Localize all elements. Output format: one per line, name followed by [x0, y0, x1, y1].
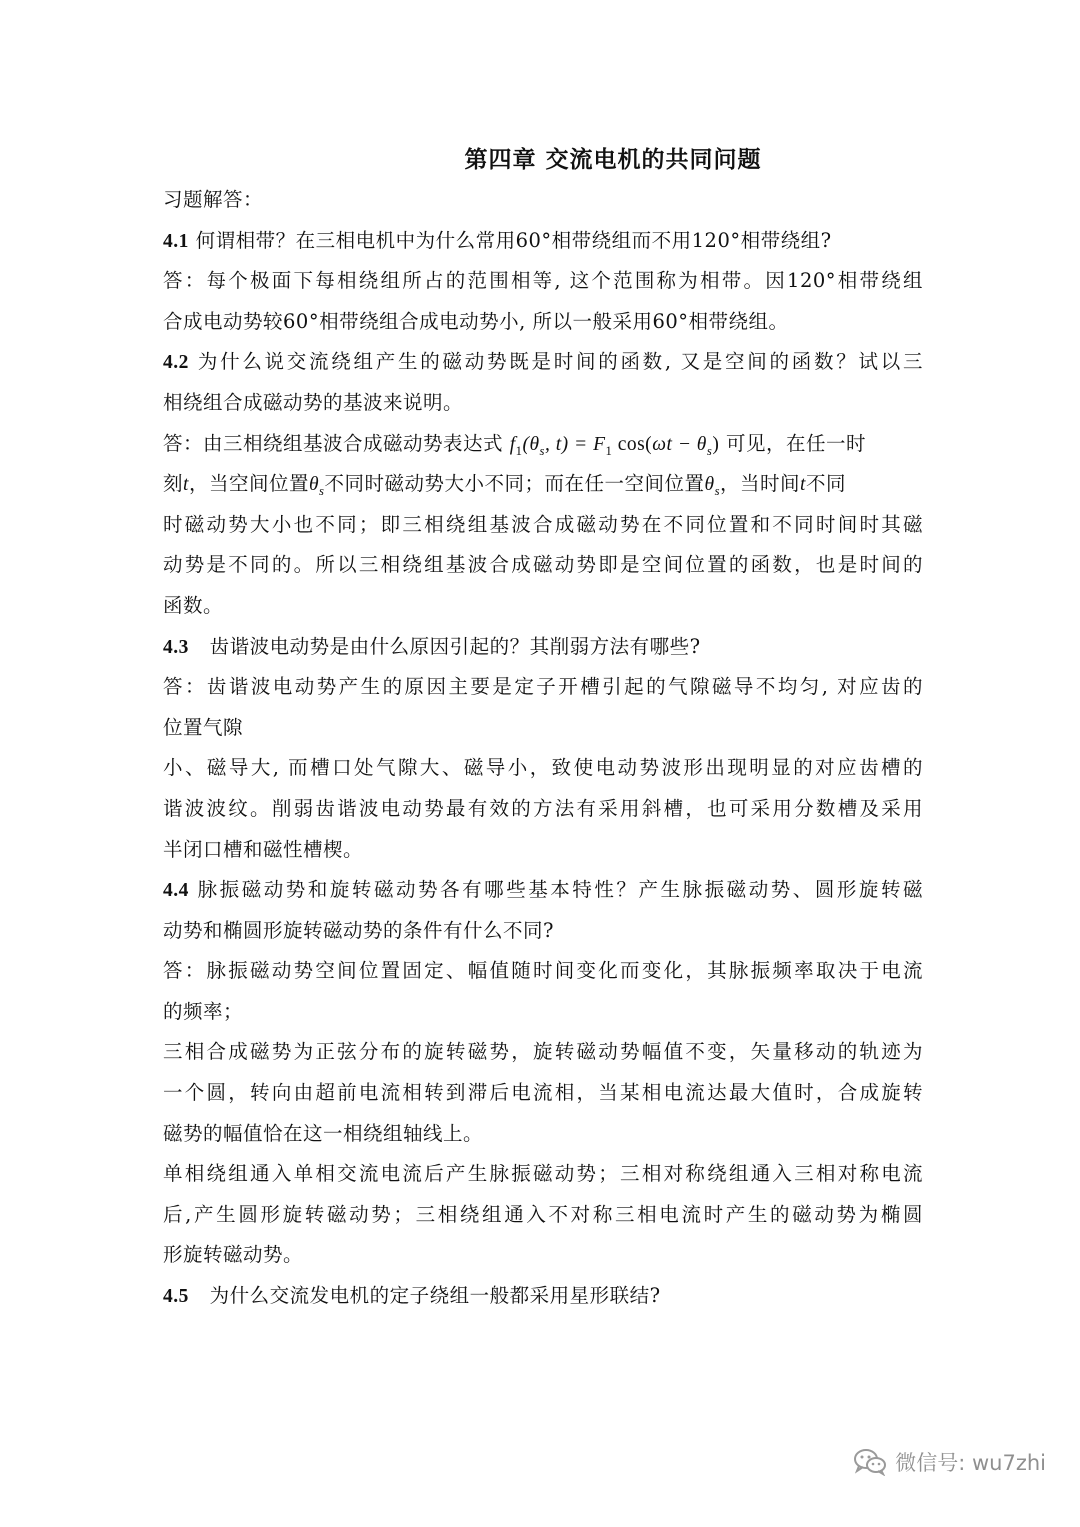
answer-text: 答：由三相绕组基波合成磁动势表达式 [163, 431, 504, 455]
intro-label: 习题解答： [163, 188, 264, 211]
question-text: 脉振磁动势和旋转磁动势各有哪些基本特性？产生脉振磁动势、圆形旋转磁 [197, 878, 923, 902]
answer-line: 小、磁导大, 而槽口处气隙大、磁导小，致使电动势波形出现明显的对应齿槽的 [163, 756, 923, 780]
answer-line: 形旋转磁动势。 [163, 1243, 304, 1267]
math-symbol: f [509, 433, 516, 455]
answer-text: 可见，在任一时 [726, 431, 867, 455]
question-number: 4.4 [163, 880, 189, 902]
question-text: 齿谐波电动势是由什么原因引起的？其削弱方法有哪些? [209, 634, 701, 658]
question-4-1 [163, 221, 923, 262]
answer-line: 答：每个极面下每相绕组所占的范围相等, 这个范围称为相带。因120°相带绕组 [163, 269, 923, 293]
math-symbol: ωt [652, 433, 673, 455]
watermark [853, 1447, 1046, 1477]
answer-line: 半闭口槽和磁性槽楔。 [163, 837, 364, 861]
math-symbol: θ [704, 474, 715, 496]
answer-line: 位置气隙 [163, 715, 244, 739]
answer-line [163, 464, 923, 505]
question-text-cont: 动势和椭圆形旋转磁动势的条件有什么不同? [163, 918, 554, 942]
answer-line: 答：脉振磁动势空间位置固定、幅值随时间变化而变化，其脉振频率取决于电流 [163, 959, 923, 983]
answer-line: 的频率； [163, 999, 244, 1023]
math-symbol: θ [308, 474, 320, 496]
question-number: 4.5 [163, 1286, 189, 1308]
math-symbol: cos( [612, 433, 653, 455]
wechat-icon [853, 1448, 887, 1476]
answer-line: 谐波波纹。削弱齿谐波电动势最有效的方法有采用斜槽，也可采用分数槽及采用 [163, 796, 923, 820]
answer-line: 三相合成磁势为正弦分布的旋转磁势，旋转磁动势幅值不变，矢量移动的轨迹为 [163, 1040, 923, 1064]
math-subscript: 1 [605, 443, 613, 458]
question-4-5 [163, 1276, 923, 1317]
answer-line: 答：齿谐波电动势产生的原因主要是定子开槽引起的气隙磁导不均匀, 对应齿的 [163, 675, 923, 699]
math-subscript: s [706, 443, 713, 458]
math-symbol: t [183, 474, 189, 496]
math-subscript: s [539, 443, 545, 458]
answer-line: 合成电动势较60°相带绕组合成电动势小, 所以一般采用60°相带绕组。 [163, 309, 789, 333]
answer-line: 一个圆，转向由超前电流相转到滞后电流相，当某相电流达最大值时，合成旋转 [163, 1081, 923, 1105]
watermark-text: 微信号: wu7zhi [895, 1451, 1046, 1475]
answer-text: 不同时磁动势大小不同；而在任一空间位置 [324, 472, 705, 496]
math-symbol: t [800, 474, 806, 496]
answer-line: 函数。 [163, 593, 224, 617]
answer-text: 刻 [163, 472, 184, 496]
question-4-2 [163, 342, 923, 383]
question-4-4 [163, 870, 923, 911]
math-symbol: , t) = [544, 433, 594, 455]
math-symbol: − θ [672, 433, 707, 455]
answer-line: 动势是不同的。所以三相绕组基波合成磁动势即是空间位置的函数，也是时间的 [163, 553, 923, 577]
answer-line: 磁势的幅值恰在这一相绕组轴线上。 [163, 1121, 484, 1145]
document-page [163, 140, 923, 1317]
question-4-3 [163, 627, 923, 668]
math-symbol: ) [712, 433, 720, 455]
question-number: 4.2 [163, 352, 189, 374]
answer-line-formula [163, 424, 923, 465]
math-symbol: F [593, 433, 606, 455]
question-text-cont: 相绕组合成磁动势的基波来说明。 [163, 390, 464, 414]
chapter-title: 第四章 交流电机的共同问题 [464, 147, 762, 173]
question-number: 4.1 [163, 230, 189, 252]
answer-line: 后,产生圆形旋转磁动势；三相绕组通入不对称三相电流时产生的磁动势为椭圆 [163, 1202, 923, 1226]
question-text: 为什么交流发电机的定子绕组一般都采用星形联结? [209, 1284, 661, 1308]
formula [509, 432, 720, 458]
math-symbol: (θ [522, 433, 540, 455]
answer-line: 时磁动势大小也不同；即三相绕组基波合成磁动势在不同位置和不同时间时其磁 [163, 512, 923, 536]
math-subscript: s [319, 484, 325, 499]
question-number: 4.3 [163, 636, 189, 658]
math-subscript: s [714, 484, 721, 499]
answer-line: 单相绕组通入单相交流电流后产生脉振磁动势；三相对称绕组通入三相对称电流 [163, 1162, 923, 1186]
math-subscript: 1 [515, 443, 523, 458]
question-text: 何谓相带？在三相电机中为什么常用60°相带绕组而不用120°相带绕组? [195, 228, 832, 252]
answer-text: 不同 [805, 472, 846, 496]
question-text: 为什么说交流绕组产生的磁动势既是时间的函数, 又是空间的函数？试以三 [197, 350, 923, 374]
answer-text: ，当时间 [720, 472, 801, 496]
answer-text: ，当空间位置 [188, 472, 309, 496]
